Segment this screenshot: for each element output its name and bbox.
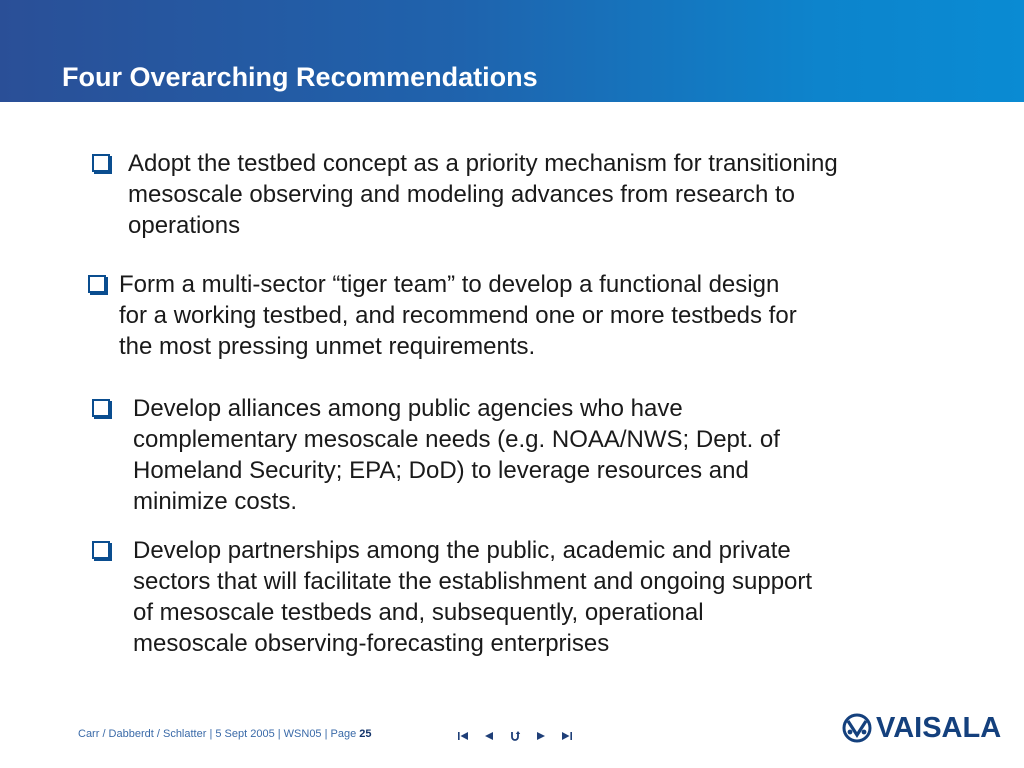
page-number: 25 <box>359 728 372 740</box>
checkbox-bullet-icon <box>92 154 110 172</box>
bullet-item <box>92 148 992 241</box>
bullet-item <box>92 535 972 659</box>
slide-navigation <box>450 727 580 745</box>
first-slide-button[interactable] <box>450 727 476 745</box>
bullet-text: Develop partnerships among the public, academic and private sectors that will facilitate the establishment and ongoing support of mesoscale testbeds and, subsequently, operational mesoscale observing-forecasting enterprises <box>133 537 813 657</box>
previous-slide-button[interactable] <box>476 727 502 745</box>
last-slide-button[interactable] <box>554 727 580 745</box>
vaisala-logo <box>842 711 1001 745</box>
footer-credits <box>78 728 372 740</box>
checkbox-bullet-icon <box>92 541 110 559</box>
bullet-text: Form a multi-sector “tiger team” to develop a functional design for a working testbed, and recommend one or more testbeds for the most pressing unmet requirements. <box>119 271 797 360</box>
slide-title: Four Overarching Recommendations <box>62 62 538 92</box>
footer-credits-text: Carr / Dabberdt / Schlatter | 5 Sept 2005 | WSN05 | Page <box>78 728 360 740</box>
return-icon <box>509 730 521 742</box>
bullet-text: Develop alliances among public agencies who have complementary mesoscale needs (e.g. NOAA/NWS; Dept. of Homeland Security; EPA; DoD) to leverage resources and minimize costs. <box>133 395 780 515</box>
previous-slide-icon <box>483 731 495 741</box>
logo-text: VAISALA <box>876 712 1002 744</box>
first-slide-icon <box>457 731 469 741</box>
next-slide-button[interactable] <box>528 727 554 745</box>
checkbox-bullet-icon <box>88 275 106 293</box>
bullet-item <box>92 393 972 517</box>
bullet-text: Adopt the testbed concept as a priority mechanism for transitioning mesoscale observing and modeling advances from research to operations <box>128 150 838 239</box>
checkbox-bullet-icon <box>92 399 110 417</box>
bullet-item <box>88 269 988 362</box>
last-slide-icon <box>561 731 573 741</box>
slide-header <box>0 0 1024 102</box>
return-button[interactable] <box>502 727 528 745</box>
next-slide-icon <box>535 731 547 741</box>
vaisala-emblem-icon <box>842 713 872 743</box>
